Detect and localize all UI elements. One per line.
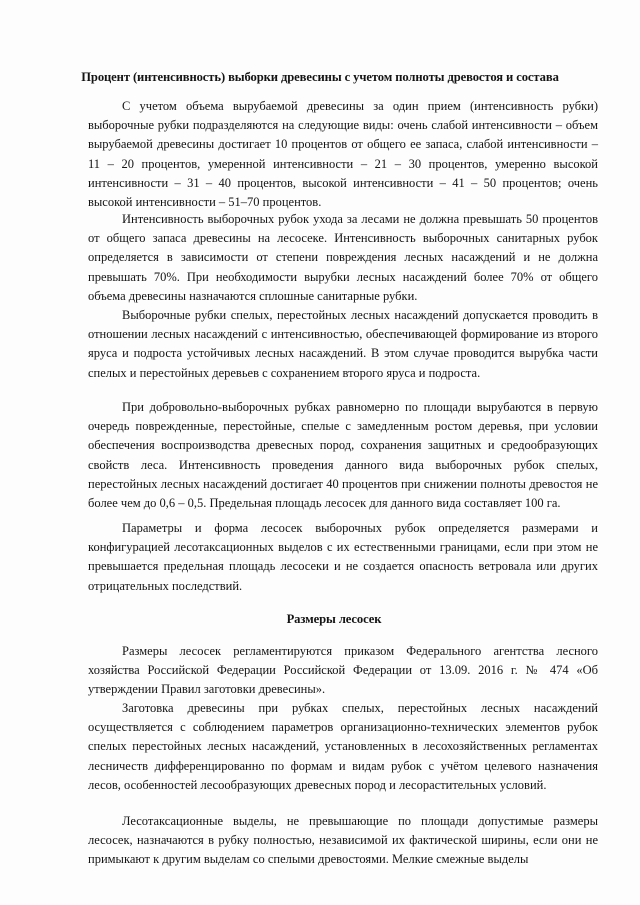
paragraph-forest-allotments: Лесотаксационные выделы, не превышающие по площади допустимые размеры лесосек, назначаются в рубку полностью, независимой их фактической ширины, если они не примыкают к другим выделам со спелыми древостоями. Мелкие смежные выделы [88, 814, 598, 867]
paragraph-care-cutting-limits: Интенсивность выборочных рубок ухода за лесами не должна превышать 50 процентов от общего запаса древесины на лесосеке. Интенсивность выборочных санитарных рубок определяется в зависимости от степени повреждения лесных насаждений и не должна превышать 70%. При необходимости вырубки лесных насаждений более 70% от общего объема древесины назначаются сплошные санитарные рубки. [88, 212, 598, 303]
paragraph-voluntary-selective: При добровольно-выборочных рубках равномерно по площади вырубаются в первую очередь поврежденные, перестойные, спелые с замедленным ростом деревья, при условии обеспечения воспроизводства древесных пород, сохранения защитных и средообразующих свойств леса. Интенсивность проведения данного вида выборочных рубок спелых, перестойных лесных насаждений достигает 40 процентов при снижении полноты древостоя не более чем до 0,6 – 0,5. Предельная площадь лесосек для данного вида составляет 100 га. [88, 400, 598, 511]
section-title-cutting-area-sizes: Размеры лесосек [286, 612, 382, 626]
paragraph-mature-stands: Выборочные рубки спелых, перестойных лесных насаждений допускается проводить в отношении лесных насаждений с интенсивностью, обеспечивающей формирование из второго яруса и подроста устойчивых лесных насаждений. В этом случае проводится вырубка части спелых и перестойных деревьев с сохранением второго яруса и подроста. [88, 308, 598, 380]
paragraph-regulation-order: Размеры лесосек регламентируются приказом Федерального агентства лесного хозяйства Российской Федерации Российской Федерации от 13.09. 2016 г. № 474 «Об утверждении Правил заготовки древесины». [88, 644, 598, 697]
paragraph-cutting-area-parameters: Параметры и форма лесосек выборочных рубок определяется размерами и конфигурацией лесотаксационных выделов с их естественными границами, если при этом не превышается предельная площадь лесосеки и не создается опасность ветровала или других отрицательных последствий. [88, 521, 598, 593]
section-title-cutting-intensity: Процент (интенсивность) выборки древесины с учетом полноты древостоя и состава [81, 70, 559, 84]
paragraph-harvesting-parameters: Заготовка древесины при рубках спелых, перестойных лесных насаждений осуществляется с соблюдением параметров организационно-технических элементов рубок спелых перестойных лесных насаждений, установленных в лесохозяйственных регламентах лесничеств дифференцированно по формам и видам рубок с учётом целевого назначения лесов, особенностей лесообразующих древесных пород и лесорастительных условий. [88, 701, 598, 792]
paragraph-intensity-types: С учетом объема вырубаемой древесины за один прием (интенсивность рубки) выборочные рубки подразделяются на следующие виды: очень слабой интенсивности – объем вырубаемой древесины достигает 10 процентов от общего ее запаса, слабой интенсивности – 11 – 20 процентов, умеренной интенсивности – 21 – 30 процентов, умеренно высокой интенсивности – 31 – 40 процентов, высокой интенсивности – 41 – 50 процентов; очень высокой интенсивности – 51–70 процентов. [88, 99, 598, 210]
